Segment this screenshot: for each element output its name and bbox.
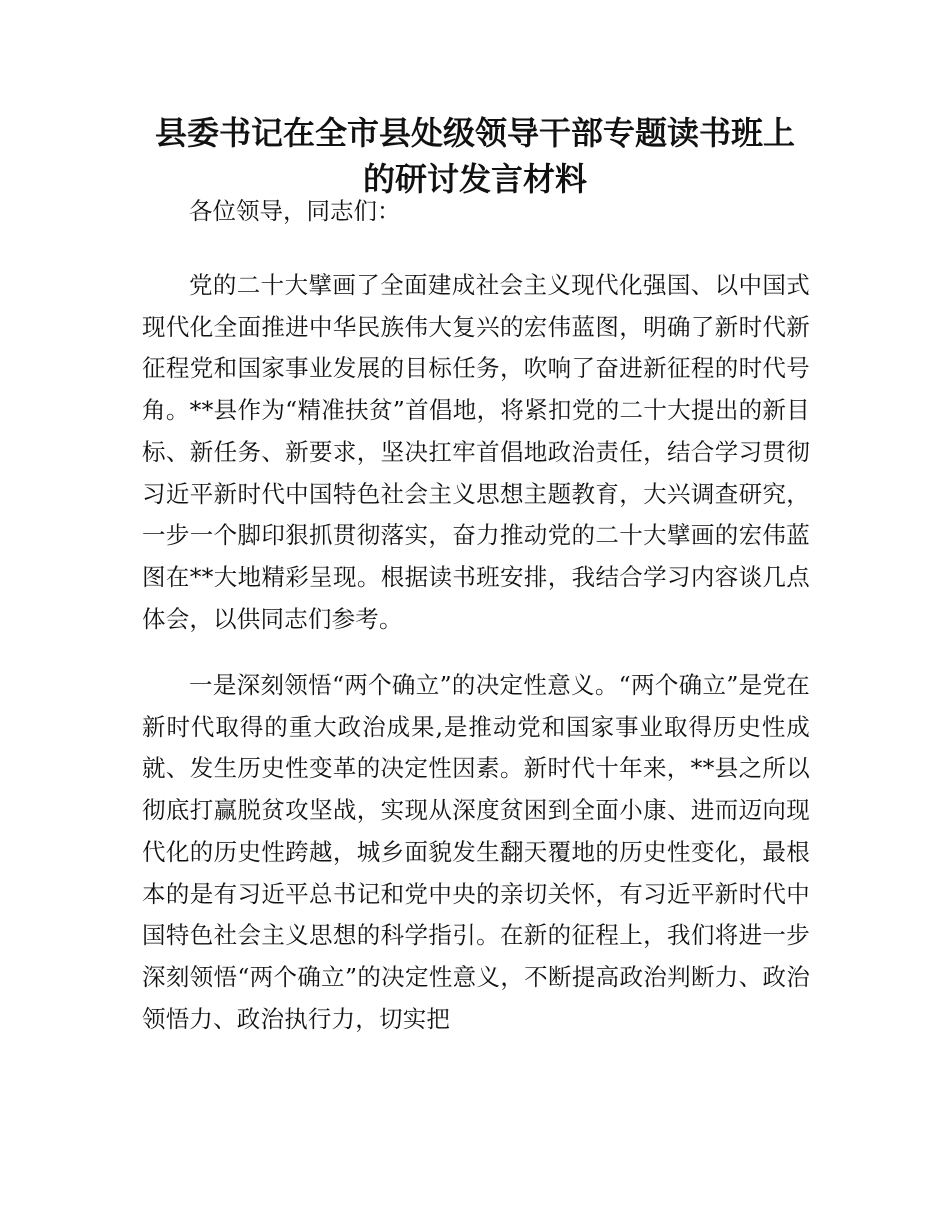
salutation: 各位领导，同志们： xyxy=(189,197,401,225)
document-title: 县委书记在全市县处级领导干部专题读书班上的研讨发言材料 xyxy=(154,114,795,198)
paragraph-point-one: 一是深刻领悟“两个确立”的决定性意义。“两个确立”是党在新时代取得的重大政治成果,是推动党和国家事业取得历史性成就、发生历史性变革的决定性因素。新时代十年来，**县之所以彻底打赢脱贫攻坚战，实现从深度贫困到全面小康、进而迈向现代化的历史性跨越，城乡面貌发生翻天覆地的历史性变化，最根本的是有习近平总书记和党中央的亲切关怀，有习近平新时代中国特色社会主义思想的科学指引。在新的征程上，我们将进一步深刻领悟“两个确立”的决定性意义，不断提高政治判断力、政治领悟力、政治执行力，切实把 xyxy=(142,671,810,1033)
paragraph-intro: 党的二十大擘画了全面建成社会主义现代化强国、以中国式现代化全面推进中华民族伟大复兴的宏伟蓝图，明确了新时代新征程党和国家事业发展的目标任务，吹响了奋进新征程的时代号角。**县作为“精准扶贫”首倡地，将紧扣党的二十大提出的新目标、新任务、新要求，坚决扛牢首倡地政治责任，结合学习贯彻习近平新时代中国特色社会主义思想主题教育，大兴调查研究，一步一个脚印狠抓贯彻落实，奋力推动党的二十大擘画的宏伟蓝图在**大地精彩呈现。根据读书班安排，我结合学习内容谈几点体会，以供同志们参考。 xyxy=(142,271,810,633)
